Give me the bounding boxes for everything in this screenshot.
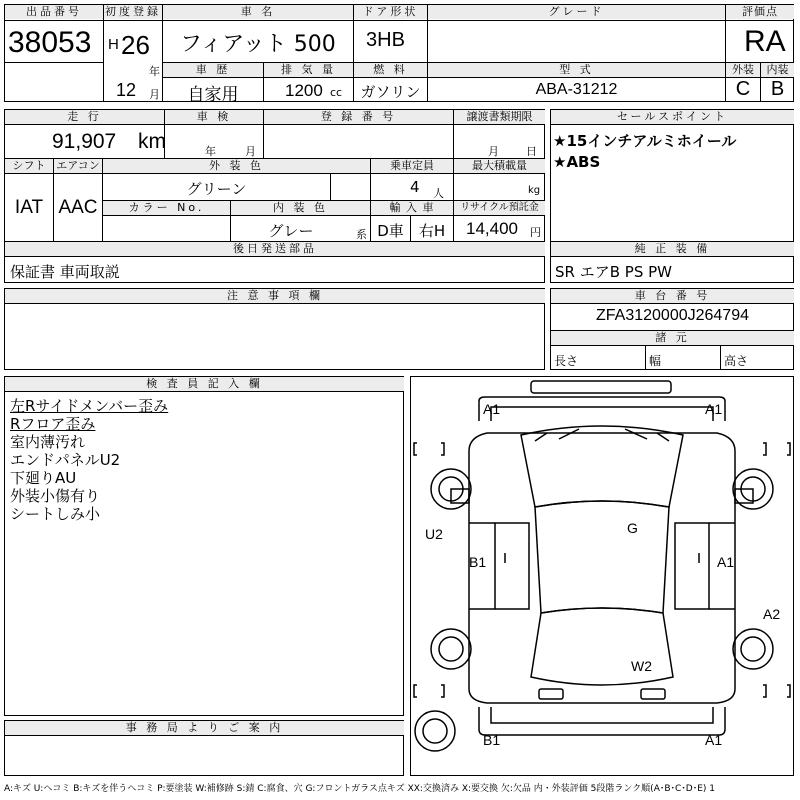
evaluation-score: RA bbox=[744, 25, 786, 58]
chassis-number-header: 車 台 番 号 bbox=[551, 289, 794, 303]
inspector-note: 室内薄汚れ bbox=[10, 433, 86, 451]
exterior-color: グリーン bbox=[186, 180, 247, 198]
fuel-header: 燃 料 bbox=[354, 63, 427, 77]
office-header: 事 務 局 よ り ご 案 内 bbox=[5, 721, 404, 735]
spec-header: 諸 元 bbox=[551, 331, 794, 345]
car-history: 自家用 bbox=[187, 85, 239, 105]
width-label: 幅 bbox=[649, 354, 662, 368]
transfer-month-unit: 月 bbox=[488, 145, 499, 158]
exterior-header: 外装 bbox=[726, 63, 760, 77]
inspection-month-unit: 月 bbox=[245, 145, 256, 158]
interior-color: グレー bbox=[268, 222, 314, 240]
lot-number: 38053 bbox=[8, 26, 92, 59]
exterior-color-header: 外 装 色 bbox=[103, 159, 370, 173]
exterior-grade: C bbox=[735, 78, 751, 100]
length-label: 長さ bbox=[554, 354, 579, 368]
shift-value: IAT bbox=[14, 197, 44, 218]
year-unit: 年 bbox=[149, 65, 160, 78]
kg-unit: kg bbox=[528, 185, 541, 196]
aircon-header: エアコン bbox=[54, 159, 102, 173]
displacement-header: 排 気 量 bbox=[264, 63, 353, 77]
front-left-damage: A1 bbox=[483, 401, 501, 417]
model-code: ABA-31212 bbox=[535, 81, 618, 98]
mileage-header: 走 行 bbox=[5, 110, 164, 124]
month-unit: 月 bbox=[149, 88, 160, 101]
import-header: 輸 入 車 bbox=[371, 201, 453, 215]
person-unit: 人 bbox=[433, 187, 444, 200]
inspector-note: 外装小傷有り bbox=[10, 487, 101, 505]
inspection-year-unit: 年 bbox=[205, 145, 216, 158]
door-type: 3HB bbox=[366, 29, 405, 51]
inspector-header: 検 査 員 記 入 欄 bbox=[5, 377, 404, 391]
equipment: SR エアB PS PW bbox=[555, 263, 672, 281]
rear-damage: W2 bbox=[631, 658, 652, 674]
rear-left-damage: B1 bbox=[483, 732, 501, 748]
car-name-header: 車 名 bbox=[163, 5, 353, 19]
equipment-header: 純 正 装 備 bbox=[551, 242, 794, 256]
transfer-deadline-header: 譲渡書類期限 bbox=[454, 110, 545, 124]
interior-color-header: 内 装 色 bbox=[231, 201, 370, 215]
kei-unit: 系 bbox=[356, 228, 367, 241]
left-door-damage: B1 bbox=[469, 554, 487, 570]
registration-number-header: 登 録 番 号 bbox=[264, 110, 453, 124]
first-registration-header: 初度登録 bbox=[105, 5, 161, 18]
car-name: フィアット 500 bbox=[180, 32, 336, 57]
capacity-header: 乗車定員 bbox=[371, 159, 453, 173]
later-parts-header: 後日発送部品 bbox=[5, 242, 545, 256]
damage-legend: A:キズ U:ヘコミ B:キズを伴うヘコミ P:要塗装 W:補修跡 S:錆 C:腐食、穴 G:フロントガラス点キズ XX:交換済み X:要交換 欠:欠品 内・外装評価 5段階ランク順(A･B･C･D･E) 1 bbox=[4, 784, 716, 794]
interior-header: 内装 bbox=[761, 63, 794, 77]
inspector-note: シートしみ小 bbox=[10, 505, 101, 523]
color-number-header: カラー No. bbox=[103, 201, 230, 215]
fuel-type: ガソリン bbox=[360, 83, 421, 101]
registration-year: 26 bbox=[121, 30, 150, 60]
later-parts: 保証書 車両取説 bbox=[10, 263, 120, 281]
sales-point-2: ★ABS bbox=[553, 153, 601, 171]
notes-header: 注 意 事 項 欄 bbox=[5, 289, 545, 303]
score-header: 評価点 bbox=[726, 5, 794, 19]
door-type-header: ドア形状 bbox=[354, 5, 427, 19]
registration-month: 12 bbox=[116, 80, 137, 100]
chassis-number: ZFA3120000J264794 bbox=[595, 307, 749, 324]
import-drive: D車 bbox=[377, 222, 404, 240]
yen-unit: 円 bbox=[530, 226, 541, 239]
height-label: 高さ bbox=[724, 354, 749, 368]
recycle-fee: 14,400 bbox=[466, 219, 518, 238]
km-unit: km bbox=[138, 130, 166, 153]
sales-point-1: ★15インチアルミホイール bbox=[553, 132, 737, 150]
front-right-damage: A1 bbox=[705, 401, 723, 417]
interior-grade: B bbox=[770, 78, 785, 100]
shift-header: シフト bbox=[5, 159, 53, 173]
aircon-value: AAC bbox=[58, 197, 98, 218]
history-header: 車 歴 bbox=[163, 63, 263, 77]
import-handle: 右H bbox=[418, 222, 446, 240]
inspector-note: Rフロア歪み bbox=[10, 415, 96, 433]
inspector-note: エンドパネルU2 bbox=[10, 451, 121, 469]
car-damage-diagram bbox=[411, 377, 793, 775]
lot-number-header: 出品番号 bbox=[5, 5, 103, 19]
right-door-damage: A1 bbox=[717, 554, 735, 570]
transfer-day-unit: 日 bbox=[526, 145, 537, 158]
cc-unit: cc bbox=[330, 86, 343, 99]
inspector-note: 下廻りAU bbox=[10, 469, 77, 487]
model-header: 型 式 bbox=[428, 63, 725, 77]
capacity-value: 4 bbox=[410, 178, 420, 196]
max-load-header: 最大積載量 bbox=[454, 159, 545, 173]
displacement-value: 1200 bbox=[285, 81, 323, 100]
mileage-value: 91,907 bbox=[52, 130, 117, 153]
rear-right-damage: A1 bbox=[705, 732, 723, 748]
inspector-note: 左Rサイドメンバー歪み bbox=[10, 397, 169, 415]
recycle-header: リサイクル預託金 bbox=[454, 201, 545, 215]
windshield-damage: G bbox=[627, 520, 638, 536]
grade-header: グレード bbox=[428, 5, 725, 19]
right-side-damage: A2 bbox=[763, 606, 781, 622]
damage-diagram-box bbox=[410, 376, 794, 776]
inspection-header: 車 検 bbox=[165, 110, 263, 124]
sales-point-header: セールスポイント bbox=[551, 110, 794, 124]
left-side-damage: U2 bbox=[425, 526, 443, 542]
era-letter: H bbox=[108, 36, 119, 53]
